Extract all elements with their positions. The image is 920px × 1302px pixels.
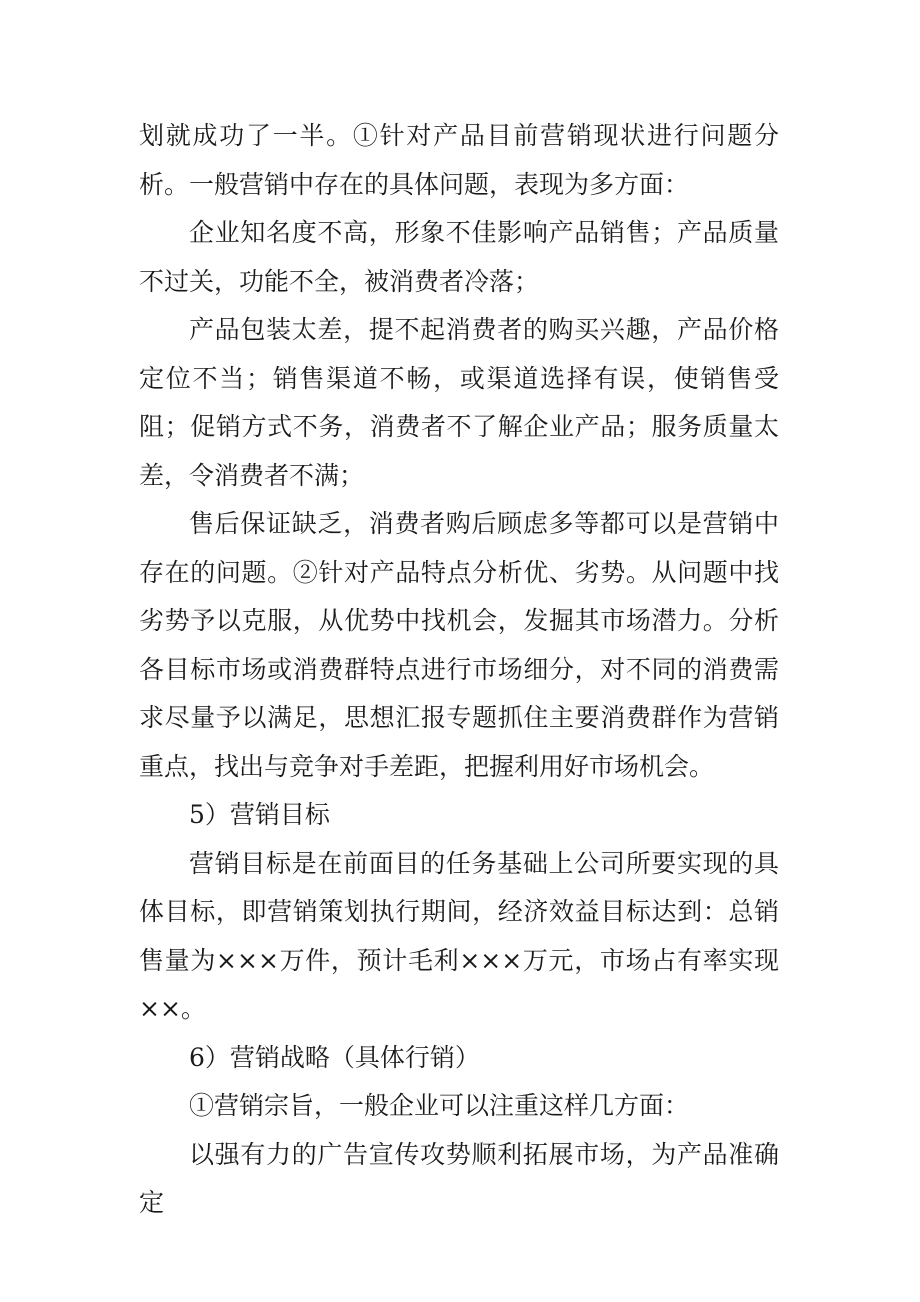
- paragraph-brand-quality: 企业知名度不高，形象不佳影响产品销售；产品质量不过关，功能不全，被消费者冷落；: [139, 218, 779, 296]
- document-body: [139, 112, 779, 1228]
- paragraph-packaging-channels: 产品包装太差，提不起消费者的购买兴趣，产品价格定位不当；销售渠道不畅，或渠道选择有误，使销售受阻；促销方式不务，消费者不了解企业产品；服务质量太差，令消费者不满；: [139, 315, 779, 490]
- paragraph-advertising: 以强有力的广告宣传攻势顺利拓展市场，为产品准确定: [139, 1139, 779, 1217]
- section-heading-marketing-goals: 5）营销目标: [189, 800, 330, 829]
- section-heading-marketing-strategy: 6）营销战略（具体行销）: [189, 1042, 480, 1072]
- paragraph-problem-analysis: 划就成功了一半。①针对产品目前营销现状进行问题分析。一般营销中存在的具体问题，表现为多方面：: [139, 121, 779, 199]
- subheading-marketing-purpose: ①营销宗旨，一般企业可以注重这样几方面：: [189, 1091, 690, 1120]
- paragraph-marketing-goals: 营销目标是在前面目的任务基础上公司所要实现的具体目标，即营销策划执行期间，经济效益目标达到：总销售量为×××万件，预计毛利×××万元，市场占有率实现××。: [139, 848, 779, 1023]
- paragraph-strengths-weaknesses: 售后保证缺乏，消费者购后顾虑多等都可以是营销中存在的问题。②针对产品特点分析优、劣势。从问题中找劣势予以克服，从优势中找机会，发掘其市场潜力。分析各目标市场或消费群特点进行市场细分，对不同的消费需求尽量予以满足，思想汇报专题抓住主要消费群作为营销重点，找出与竞争对手差距，把握利用好市场机会。: [139, 509, 779, 781]
